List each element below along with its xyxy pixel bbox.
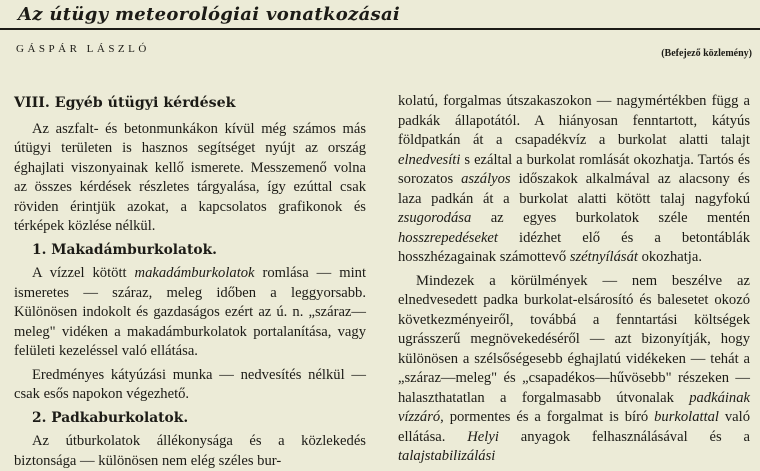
emphasis-text: szétnyílását (569, 249, 638, 265)
emphasis-text: zsugorodása (398, 210, 472, 226)
katyuzas-paragraph: Eredményes kátyúzási munka — nedvesítés nélkül — csak esős napokon végezhető. (14, 366, 366, 402)
text-run: kolatú, forgalmas útszakaszokon — nagymértékben függ a padkák állapotától. A hiányosan fenntartott, kátyús földpatkán át a csapadékvíz a burkolat alatti talajt (398, 93, 750, 148)
text-run: időszakok alkalmával az alacsony és laza padkán át a burkolat alatti kötött talaj nagyfokú (398, 171, 750, 207)
continuation-note: (Befejező közlemény) (661, 48, 752, 59)
emphasis-text: elnedvesíti (398, 151, 461, 168)
emphasis-text: padkáinak vízzáró (398, 389, 750, 425)
text-run: s ezáltal a burkolat romlását okozhatja. Tartós és sorozatos (398, 151, 750, 187)
text-run: való ellátása. (398, 409, 750, 445)
text-run: anyagok felhasználásával és a (498, 428, 750, 445)
article-title: Az útügy meteorológiai vonatkozásai (18, 4, 401, 25)
emphasis-text: aszályos (461, 171, 511, 187)
summary-paragraph (398, 272, 750, 467)
text-run: romlása — mint ismeretes — száraz, meleg időben a leggyorsabb. Különösen indokolt és gazdaságos ezért az ú. n. „száraz—meleg" vidéken a makadámburkolatok portalanítása, vagy felületi kezeléssel való ellátása. (14, 265, 366, 359)
section-heading: VIII. Egyéb útügyi kérdések (14, 95, 236, 111)
intro-paragraph: Az aszfalt- és betonmunkákon kívül még számos más útügyi területen is hasznos segítséget nyújt az ország éghajlati viszonyainak kellő ismerete. Messzemenő volna az összes kérdések részletes tárgyalása, így ezúttal csak röviden érintjük azokat, a kapcsolatos grafikonok és térképek közlése nélkül. (14, 120, 366, 234)
subheading-padka: 2. Padkaburkolatok. (32, 409, 189, 426)
text-run: az egyes burkolatok széle mentén (471, 210, 750, 226)
emphasis-text: Helyi (467, 428, 499, 445)
padka-paragraph: Az útburkolatok állékonysága és a közlekedés biztonsága — különösen nem elég széles bur- (14, 433, 366, 469)
text-run: , pormentes és a forgalmat is bíró (440, 409, 655, 425)
continued-paragraph (398, 92, 750, 268)
emphasis-text: hosszrepedéseket (398, 229, 498, 246)
emphasis-text: talajstabilizálási (398, 448, 496, 464)
subheading-makadam: 1. Makadámburkolatok. (32, 241, 217, 258)
text-run: okozhatja. (637, 249, 702, 265)
text-run: A vízzel kötött (32, 265, 135, 281)
makadam-paragraph (14, 264, 366, 362)
author-name: GÁSPÁR LÁSZLÓ (16, 43, 150, 55)
text-run: Mindezek a körülmények — nem beszélve az elnedvesedett padka burkolat-elsárosító és balesetet okozó következményeiről, továbbá a fenntartási költségek ugrásszerű megnövekedéséről — azt bizonyítják, hogy különösen a szélsőségesebb éghajlatú vidékeken — tehát a „száraz—meleg" és „csapadékos—hűvösebb" részeken — halaszthatatlan a forgalmasabb útvonalak (398, 272, 750, 406)
title-rule (0, 28, 760, 30)
text-run: idézhet elő és a betontáblák hosszhézagainak számottevő (398, 229, 750, 265)
right-column (398, 92, 750, 467)
emphasis-text: makadámburkolatok (134, 265, 255, 281)
emphasis-text: burkolattal (654, 409, 719, 425)
left-column (14, 92, 366, 471)
